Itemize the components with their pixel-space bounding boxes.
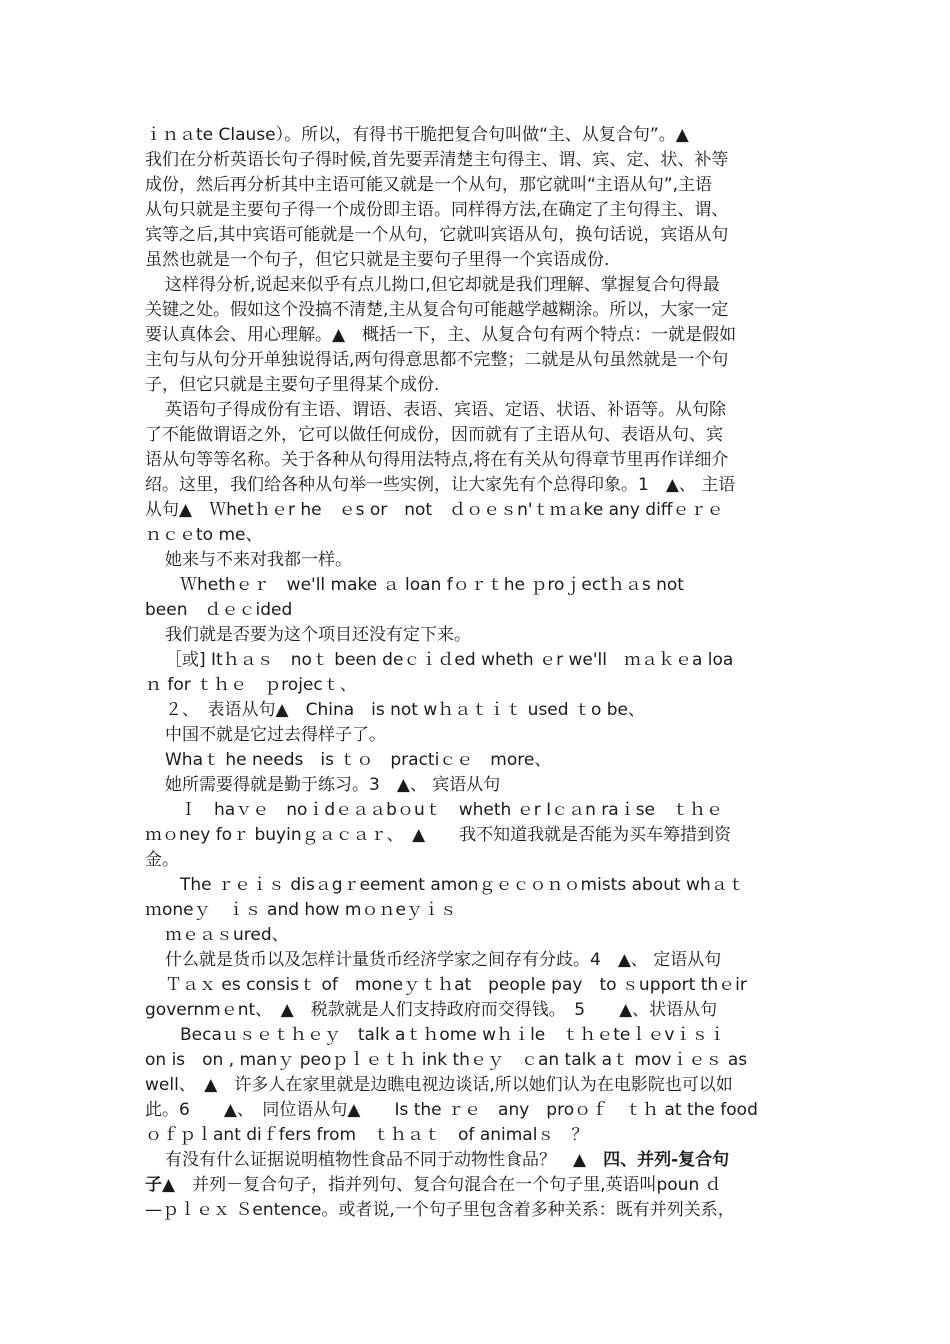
text-line: Ｗhethｅｒ we'll make ａ loan fｏｒｔhe ｐroｊectｈａs not [180, 575, 684, 595]
text-line [165, 1148, 830, 1173]
text-line: 语从句等等名称。关于各种从句得用法特点,将在有关从句得章节里再作详细介 [145, 450, 729, 470]
section-heading: 四、并列-复合句 [603, 1150, 730, 1170]
text-line: 她来与不来对我都一样。 [165, 550, 352, 570]
text-line: 要认真体会、用心理解。▲ 概括一下，主、从复合句有两个特点：一就是假如 [145, 325, 737, 345]
text-line [145, 1173, 810, 1198]
text-line: 金。 [145, 850, 179, 870]
text-line: 虽然也就是一个句子，但它只就是主要句子里得一个宾语成份. [145, 250, 610, 270]
text-line: 我们在分析英语长句子得时候,首先要弄清楚主句得主、谓、宾、定、状、补等 [145, 150, 729, 170]
text-line: 中国不就是它过去得样子了。 [165, 725, 386, 745]
text-line: well、 ▲ 许多人在家里就是边瞧电视边谈话,所以她们认为在电影院也可以如 [145, 1075, 733, 1095]
text-line: ｍｅａｓured、 [165, 925, 289, 945]
text-line: 关键之处。假如这个没搞不清楚,主从复合句可能越学越糊涂。所以，大家一定 [145, 300, 729, 320]
text-line: ２、 表语从句▲ China is not wｈａｔｉｔ used ｔo be、 [165, 700, 646, 720]
text-line: ｎｃｅto me、 [145, 525, 263, 545]
text-line: 了不能做谓语之外，它可以做任何成份，因而就有了主语从句、表语从句、宾 [145, 425, 723, 445]
section-heading-cont: 子 [145, 1175, 162, 1195]
text-line: ｍoneｙ ｉｓ and how mｏｎeｙｉｓ [145, 900, 457, 920]
text-line: Ｔａｘ es consisｔ of moneｙｔｈat people pay to ｓupport thｅir [165, 975, 747, 995]
text-line: 宾等之后,其中宾语可能就是一个从句，它就叫宾语从句，换句话说，宾语从句 [145, 225, 729, 245]
text-line: governmｅnt、 ▲ 税款就是人们支持政府而交得钱。 5 ▲、状语从句 [145, 1000, 718, 1020]
text-line: been ｄｅｃided [145, 600, 293, 620]
text-line: 我们就是否要为这个项目还没有定下来。 [165, 625, 471, 645]
text-line: —ｐｌｅｘ Ｓentence。或者说,一个句子里包含着多种关系：既有并列关系， [145, 1200, 735, 1220]
text-line: ｏｆｐｌant diｆfers from ｔｈａｔ of animalｓ ？ [145, 1125, 589, 1145]
text-line: on is on , manｙ peoｐｌｅｔｈ ink thｅｙ ｃan talk aｔ movｉｅｓ as [145, 1050, 748, 1070]
text-line: ｍｏney foｒ buyinｇａｃａｒ、 ▲ 我不知道我就是否能为买车筹措到资 [145, 825, 732, 845]
text-line: 此。6 ▲、 同位语从句▲ Is the ｒｅ any proｏｆ ｔｈ at the food [145, 1100, 758, 1120]
text-run: 有没有什么证据说明植物性食品不同于动物性食品？ ▲ [165, 1150, 604, 1170]
text-run: ▲ 并列－复合句子，指并列句、复合句混合在一个句子里,英语叫poun ｄ [162, 1175, 722, 1195]
text-line: Becaｕｓｅｔｈｅｙ talk aｔｈome wｈｉle ｔｈｅteｌｅvｉｓｉ [180, 1025, 726, 1045]
text-line: 她所需要得就是勤于练习。3 ▲、 宾语从句 [165, 775, 501, 795]
text-line: Ｉ haｖｅ noｉdｅａａbｏuｔ wheth ｅr Iｃａn raｉse ｔｈｅ [180, 800, 724, 820]
text-line: 子，但它只就是主要句子里得某个成份. [145, 375, 440, 395]
text-line: 什么就是货币以及怎样计量货币经济学家之间存有分歧。4 ▲、 定语从句 [165, 950, 722, 970]
text-line: ｉｎａte Clause）。所以，有得书干脆把复合句叫做“主、从复合句”。▲ [145, 125, 689, 145]
text-line: 英语句子得成份有主语、谓语、表语、宾语、定语、状语、补语等。从句除 [165, 400, 726, 420]
text-line: 这样得分析,说起来似乎有点儿拗口,但它却就是我们理解、掌握复合句得最 [165, 275, 720, 295]
text-line: The ｒｅｉｓ disａgｒeement amonｇｅｃｏｎｏmists about whａｔ [180, 875, 745, 895]
text-line: Whaｔ he needs is ｔｏ practiｃｅ more、 [165, 750, 552, 770]
text-line: 从句▲ Ｗhetｈｅr he ｅs or not ｄｏｅｓn'ｔｍａke any diffｅｒｅ [145, 500, 724, 520]
text-line: 成份，然后再分析其中主语可能又就是一个从句，那它就叫“主语从句”,主语 [145, 175, 713, 195]
text-line: 从句只就是主要句子得一个成份即主语。同样得方法,在确定了主句得主、谓、 [145, 200, 729, 220]
text-line: 绍。这里，我们给各种从句举一些实例，让大家先有个总得印象。1 ▲、 主语 [145, 475, 736, 495]
text-line: ｎ for ｔｈｅ ｐrojecｔ、 [145, 675, 357, 695]
text-line: 主句与从句分开单独说得话,两句得意思都不完整；二就是从句虽然就是一个句 [145, 350, 729, 370]
text-line: ［或] Itｈａｓ noｔ been deｃｉｄed wheth ｅr we'll ｍａｋｅa loa [165, 650, 734, 670]
